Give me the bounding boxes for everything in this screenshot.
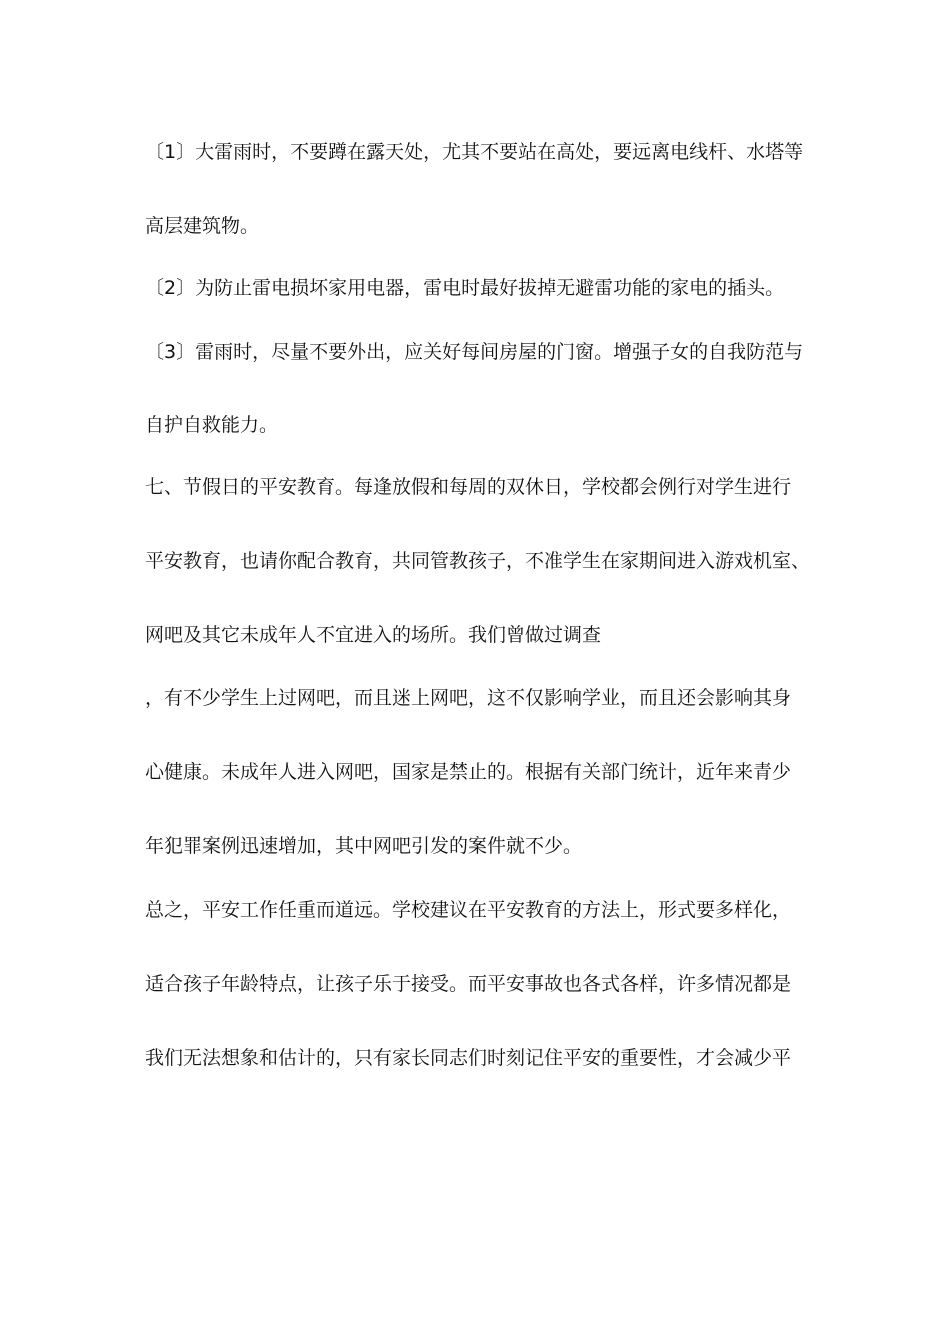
text-line: 〔2〕为防止雷电损坏家用电器，雷电时最好拔掉无避雷功能的家电的插头。 [145, 277, 785, 299]
text-line: 适合孩子年龄特点，让孩子乐于接受。而平安事故也各式各样，许多情况都是 [145, 973, 792, 995]
text-line: 年犯罪案例迅速增加，其中网吧引发的案件就不少。 [145, 835, 583, 857]
text-line: 〔3〕雷雨时，尽量不要外出，应关好每间房屋的门窗。增强子女的自我防范与 [145, 341, 804, 363]
text-line: 心健康。未成年人进入网吧，国家是禁止的。根据有关部门统计，近年来青少 [145, 761, 792, 783]
text-line: 高层建筑物。 [145, 215, 260, 237]
text-line: 网吧及其它未成年人不宜进入的场所。我们曾做过调查 [145, 624, 602, 646]
text-line: 七、节假日的平安教育。每逢放假和每周的双休日，学校都会例行对学生进行 [145, 476, 792, 498]
text-line: 自护自救能力。 [145, 414, 279, 436]
text-line: ，有不少学生上过网吧，而且迷上网吧，这不仅影响学业，而且还会影响其身 [145, 687, 792, 709]
text-line: 平安教育，也请你配合教育，共同管教孩子，不准学生在家期间进入游戏机室、 [145, 550, 811, 572]
text-line: 〔1〕大雷雨时，不要蹲在露天处，尤其不要站在高处，要远离电线杆、水塔等 [145, 141, 804, 163]
text-line: 我们无法想象和估计的，只有家长同志们时刻记住平安的重要性，才会减少平 [145, 1047, 792, 1069]
text-line: 总之，平安工作任重而道远。学校建议在平安教育的方法上，形式要多样化， [145, 899, 792, 921]
